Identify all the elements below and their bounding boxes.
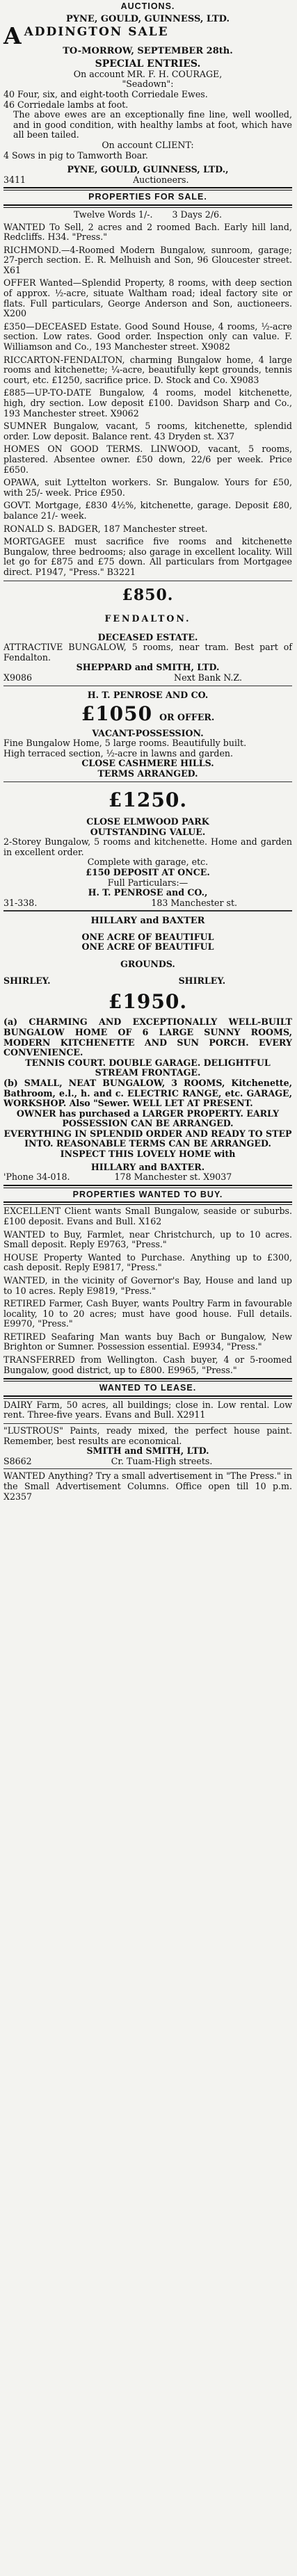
fendalton-desc: ATTRACTIVE BUNGALOW, 5 rooms, near tram. Best part of Fendalton. [3,642,292,663]
deceased-estate: DECEASED ESTATE. [97,631,198,642]
acres-line-1: ONE ACRE OF BEAUTIFUL [81,931,214,942]
elmwood-price: £1250. [108,788,188,811]
grounds-line: GROUNDS. [120,958,175,969]
elmwood-l0: CLOSE ELMWOOD PARK [86,816,209,827]
hillary-ad [3,916,292,1182]
elmwood-deposit: £150 DEPOSIT AT ONCE. [86,867,210,878]
lustrous-addr: Cr. Tuam-High streets. [111,1456,213,1466]
classified-ad: £350—DECEASED Estate. Good Sound House, 4 rooms, ½-acre section. Low rates. Good order. Inspection only can value. F. Williamson and Co., 193 Manchester street. X9082 [3,321,292,353]
sale-date: TO-MORROW, SEPTEMBER 28th. [63,45,233,56]
wanted-ad: HOUSE Property Wanted to Purchase. Anything up to £300, cash deposit. Reply E9817, "Press." [3,1251,292,1273]
classified-ad: RICHMOND.—4-Roomed Modern Bungalow, sunroom, garage; 27-perch section. E. R. Melhuish and Son, 96 Gloucester street. X61 [3,244,292,275]
rate-days: 3 Days 2/6. [172,209,222,220]
elmwood-particulars: Full Particulars:— [107,877,188,888]
classified-ad: £885—UP-TO-DATE Bungalow, 4 rooms, model kitchenette, high, dry section. Low deposit £100. Davidson Sharp and Co., 193 Manchester street. X9062 [3,387,292,419]
hillary-tennis: TENNIS COURT. DOUBLE GARAGE. DELIGHTFUL STREAM FRONTAGE. [25,1057,271,1078]
auctioneer-name: PYNE, GOULD, GUINNESS, LTD. [65,13,230,24]
wanted-ad: WANTED, in the vicinity of Governor's Bay, House and land up to 10 acres. Reply E9819, "Press." [3,1274,292,1296]
rates-line [3,210,292,220]
fendalton-place: FENDALTON. [104,613,191,624]
section-rule [3,187,292,191]
fendalton-price: £850. [122,585,174,604]
hillary-footer [3,1172,292,1183]
lustrous-footer [3,1457,292,1467]
pyne-auction-ad [3,14,292,186]
properties-wanted-heading: PROPERTIES WANTED TO BUY. [72,1189,223,1199]
wanted-ads-list [3,1206,292,1375]
client-line-2: On account CLIENT: [102,140,194,151]
hillary-inspect: INSPECT THIS LOVELY HOME with [60,1149,236,1160]
entry-lambs: 46 Corriedale lambs at foot. [3,99,129,110]
section-rule [3,204,292,208]
elmwood-l1: OUTSTANDING VALUE. [90,826,206,837]
acres-line-2: ONE ACRE OF BEAUTIFUL [81,941,214,953]
hillary-order: EVERYTHING IN SPLENDID ORDER AND READY TO STEP INTO. REASONABLE TERMS CAN BE ARRANGED. [3,1128,292,1149]
classified-ad: WANTED To Sell, 2 acres and 2 roomed Bach. Early hill land, Redcliffs. H34. "Press." [3,221,292,243]
wanted-ad: EXCELLENT Client wants Small Bungalow, seaside or suburbs. £100 deposit. Evans and Bull. X162 [3,1206,292,1226]
elmwood-garage: Complete with garage, etc. [87,857,209,868]
section-rule [3,1185,292,1188]
auctioneer-footer-line [3,175,292,186]
station-name: "Seadown": [122,79,174,90]
drop-cap-a: A [3,22,23,49]
elmwood-agent: H. T. PENROSE and CO., [88,887,208,898]
divider [3,1468,292,1469]
penrose-desc: Fine Bungalow Home, 5 large rooms. Beautifully built. [3,738,247,749]
classified-ad: GOVT. Mortgage, £830 4½%, kitchenette, garage. Deposit £80, balance 21/- week. [3,500,292,521]
vacant-possession: VACANT-POSSESSION. [92,727,204,738]
penrose-section: High terraced section, ½-acre in lawns and garden. [3,747,234,759]
hillary-price: £1950. [108,989,188,1013]
hillary-head: HILLARY and BAXTER [90,916,205,927]
lease-ads-list [3,1400,292,1420]
classified-ad: RONALD S. BADGER, 187 Manchester street. [3,523,208,534]
penrose-terms: TERMS ARRANGED. [97,768,198,779]
fendalton-ad [3,587,292,683]
hillary-phone: 'Phone 34-018. [3,1172,70,1183]
auctioneer-phone: 3411 [3,175,26,185]
shirley-line [3,976,292,987]
penrose-offer: OR OFFER. [159,712,215,723]
wanted-ad: TRANSFERRED from Wellington. Cash buyer, 4 or 5-roomed Bungalow, good district, up to £800. E9965, "Press." [3,1354,292,1375]
hillary-item-b: (b) SMALL, NEAT BUNGALOW, 3 ROOMS, Kitchenette, Bathroom, e.l., h. and c. ELECTRIC RANGE, etc. GARAGE, WORKSHOP. Also "Sewer. WELL LET AT PRESENT. [3,1077,292,1109]
rate-words: Twelve Words 1/-. [73,209,153,220]
section-rule [3,1395,292,1399]
lustrous-text: "LUSTROUS" Paints, ready mixed, the perfect house paint. Remember, best results are economical. [3,1425,292,1446]
hillary-owner: OWNER has purchased a LARGER PROPERTY. EARLY POSSESSION CAN BE ARRANGED. [16,1108,280,1129]
elmwood-ad [3,789,292,909]
section-rule [3,1378,292,1382]
elmwood-phone: 31-338. [3,898,38,908]
divider [3,781,292,782]
auctioneer-footer: PYNE, GOULD, GUINNESS, LTD., [67,164,229,175]
lustrous-ref: S8662 [3,1456,32,1466]
classified-ad: RICCARTON-FENDALTON, charming Bungalow home, 4 large rooms and kitchenette; ¼-acre, beautifully kept grounds, tennis court, etc. £1250, sacrifice price. D. Stock and Co. X9083 [3,354,292,385]
fendalton-addr: Next Bank N.Z. [174,673,242,683]
fendalton-agent: SHEPPARD and SMITH, LTD. [76,662,220,673]
hillary-foot: HILLARY and BAXTER. [90,1161,205,1172]
lustrous-ad [3,1426,292,1466]
addington-sale-title [3,22,292,49]
elmwood-footer [3,898,292,909]
special-entries: SPECIAL ENTRIES. [95,58,201,70]
wanted-ad: RETIRED Seafaring Man wants buy Bach or Bungalow, New Brighton or Sumner. Possession essential. E9934, "Press." [3,1331,292,1352]
penrose-location: CLOSE CASHMERE HILLS. [81,758,214,769]
classified-ad: SUMNER Bungalow, vacant, 5 rooms, kitchenette, splendid order. Low deposit. Balance rent. 43 Dryden st. X37 [3,421,292,442]
final-text: WANTED Anything? Try a small advertisement in "The Press." in the Small Advertisement Columns. Office open till 10 p.m. X2357 [3,1471,292,1502]
classified-ad: OPAWA, suit Lyttelton workers. Sr. Bungalow. Yours for £50, with 25/- week. Price £950. [3,477,292,498]
entry-ewes: 40 Four, six, and eight-tooth Corriedale Ewes. [3,89,208,100]
hillary-addr: 178 Manchester st. X9037 [114,1172,232,1183]
elmwood-addr: 183 Manchester st. [151,898,238,908]
fendalton-footer [3,673,292,683]
entry-description: The above ewes are an exceptionally fine line, well woolled, and in good condition, with healthy lambs at foot, which have all been tailed. [13,109,292,140]
client-line: On account MR. F. H. COURAGE, [73,68,223,79]
hillary-item-a: (a) CHARMING AND EXCEPTIONALLY WELL-BUILT BUNGALOW HOME OF 6 LARGE SUNNY ROOMS, MODERN KITCHENETTE AND SUN PORCH. EVERY CONVENIENCE. [3,1016,292,1058]
lease-ad: DAIRY Farm, 50 acres, all buildings; close in. Low rental. Low rent. Three-five years. Evans and Bull. X2911 [3,1399,292,1420]
final-ad [3,1471,292,1502]
entry-sows: 4 Sows in pig to Tamworth Boar. [3,149,148,161]
properties-for-sale-heading: PROPERTIES FOR SALE. [88,192,207,202]
auctions-heading: AUCTIONS. [120,1,175,11]
penrose-ad [3,690,292,779]
auctioneer-role: Auctioneers. [133,175,189,185]
sale-title-text: ADDINGTON SALE [24,24,169,39]
wanted-ad: WANTED to Buy, Farmlet, near Christchurch, up to 10 acres. Small deposit. Reply E9763, "Press." [3,1229,292,1250]
lustrous-firm: SMITH and SMITH, LTD. [86,1445,209,1457]
penrose-price-line [3,703,292,725]
classified-ad: MORTGAGEE must sacrifice five rooms and kitchenette Bungalow, three bedrooms; also garage in excellent locality. Will let go for £875 and £75 down. All particulars from Mortgagee direct. P1947, "Press." B3221 [3,536,292,577]
section-rule [3,1201,292,1205]
sale-ads-list [3,222,292,578]
newspaper-column [3,1,292,1502]
divider [3,1423,292,1424]
elmwood-desc: 2-Storey Bungalow, 5 rooms and kitchenette. Home and garden in excellent order. [3,836,292,857]
shirley-right: SHIRLEY. [178,976,226,987]
wanted-to-lease-heading: WANTED TO LEASE. [99,1383,197,1393]
divider [3,910,292,912]
shirley-left: SHIRLEY. [3,976,51,987]
classified-ad: HOMES ON GOOD TERMS. LINWOOD, vacant, 5 rooms, plastered. Absentee owner. £50 down, 22/6 per week. Price £650. [3,444,292,475]
wanted-ad: RETIRED Farmer, Cash Buyer, wants Poultry Farm in favourable locality, 10 to 20 acres; must have good house. Full details. E9970, "Press." [3,1298,292,1329]
penrose-price: £1050 [81,702,153,726]
fendalton-ref: X9086 [3,673,33,683]
penrose-head: H. T. PENROSE AND CO. [87,689,209,700]
classified-ad: OFFER Wanted—Splendid Property, 8 rooms, with deep section of approx. ½-acre, situate Waltham road; ideal factory site or flats. Full particulars, George Anderson and Son, auctioneers. X200 [3,277,292,319]
